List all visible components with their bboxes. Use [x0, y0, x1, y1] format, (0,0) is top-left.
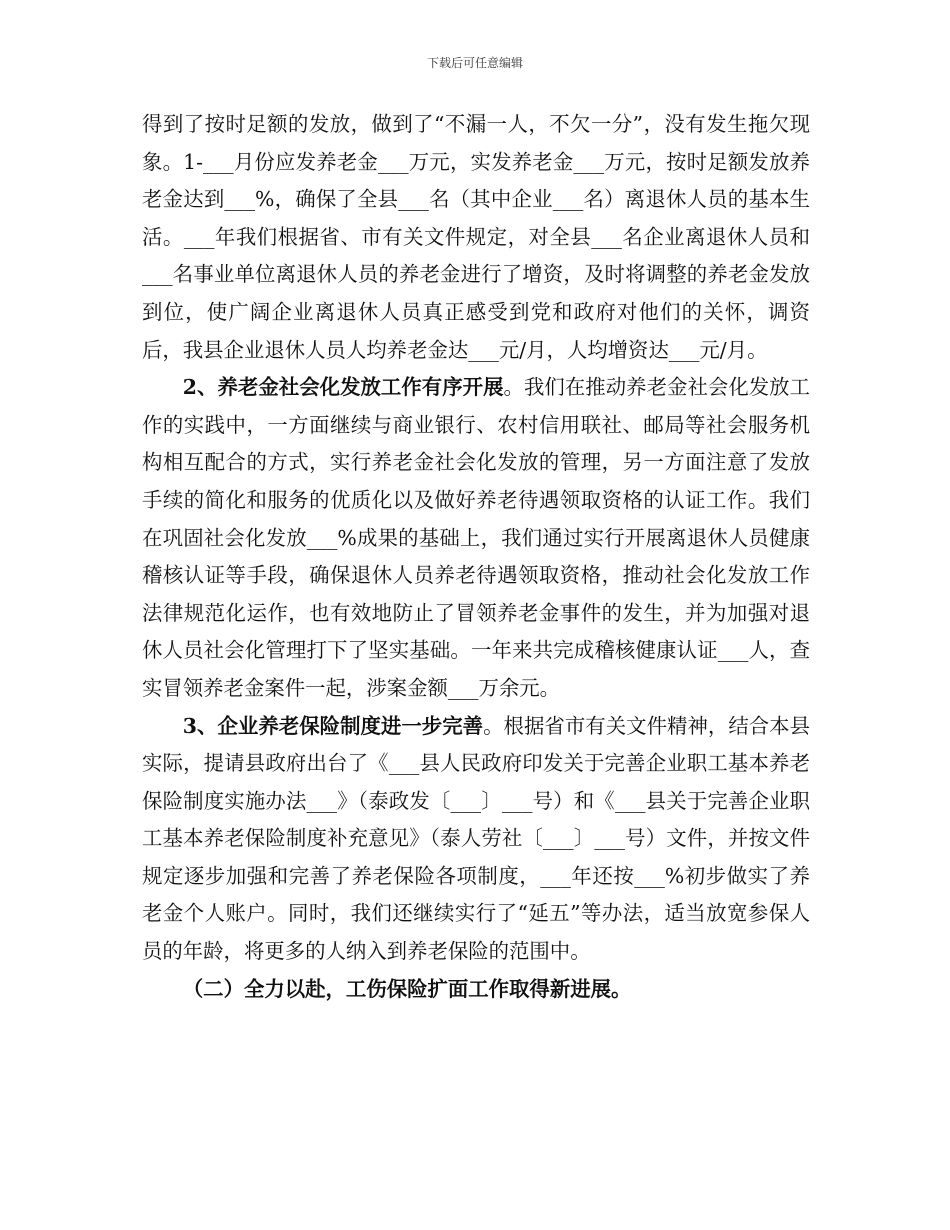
paragraph-body: 。我们在推动养老金社会化发放工作的实践中，一方面继续与商业银行、农村信用联社、邮局等社会服务机构相互配合的方式，实行养老金社会化发放的管理，另一方面注意了发放手续的简化和服务的优质化以及做好养老待遇领取资格的认证工作。我们在巩固社会化发放___%成果的基础上，我们通过实行开展离退休人员健康稽核认证等手段，确保退休人员养老待遇领取资格，推动社会化发放工作法律规范化运作，也有效地防止了冒领养老金事件的发生，并为加强对退休人员社会化管理打下了坚实基础。一年来共完成稽核健康认证___人，查实冒领养老金案件一起，涉案金额___万余元。 [142, 375, 811, 700]
document-body [142, 106, 810, 1008]
section-heading-injury-insurance: （二）全力以赴，工伤保险扩面工作取得新进展。 [182, 976, 632, 1001]
paragraph-pension-payment: 得到了按时足额的发放，做到了“不漏一人，不欠一分”，没有发生拖欠现象。1-___月份应发养老金___万元，实发养老金___万元，按时足额发放养老金达到___%，确保了全县___名（其中企业___名）离退休人员的基本生活。___年我们根据省、市有关文件规定，对全县___名企业离退休人员和___名事业单位离退休人员的养老金进行了增资，及时将调整的养老金发放到位，使广阔企业离退休人员真正感受到党和政府对他们的关怀，调资后，我县企业退休人员人均养老金达___元/月，人均增资达___元/月。 [142, 112, 810, 362]
paragraph-lead: 2、养老金社会化发放工作有序开展 [182, 375, 504, 400]
paragraph-pension-system [142, 708, 810, 971]
paragraph-lead: 3、企业养老保险制度进一步完善 [182, 713, 484, 738]
page-header-note: 下载后可任意编辑 [426, 56, 523, 70]
paragraph-socialized-distribution [142, 369, 810, 707]
paragraph-body: 。根据省市有关文件精神，结合本县实际，提请县政府出台了《___县人民政府印发关于完善企业职工基本养老保险制度实施办法___》（泰政发〔___〕___号）和《___县关于完善企业职工基本养老保险制度补充意见》（泰人劳社〔___〕___号）文件，并按文件规定逐步加强和完善了养老保险各项制度，___年还按___%初步做实了养老金个人账户。同时，我们还继续实行了“延五”等办法，适当放宽参保人员的年龄，将更多的人纳入到养老保险的范围中。 [142, 713, 811, 964]
